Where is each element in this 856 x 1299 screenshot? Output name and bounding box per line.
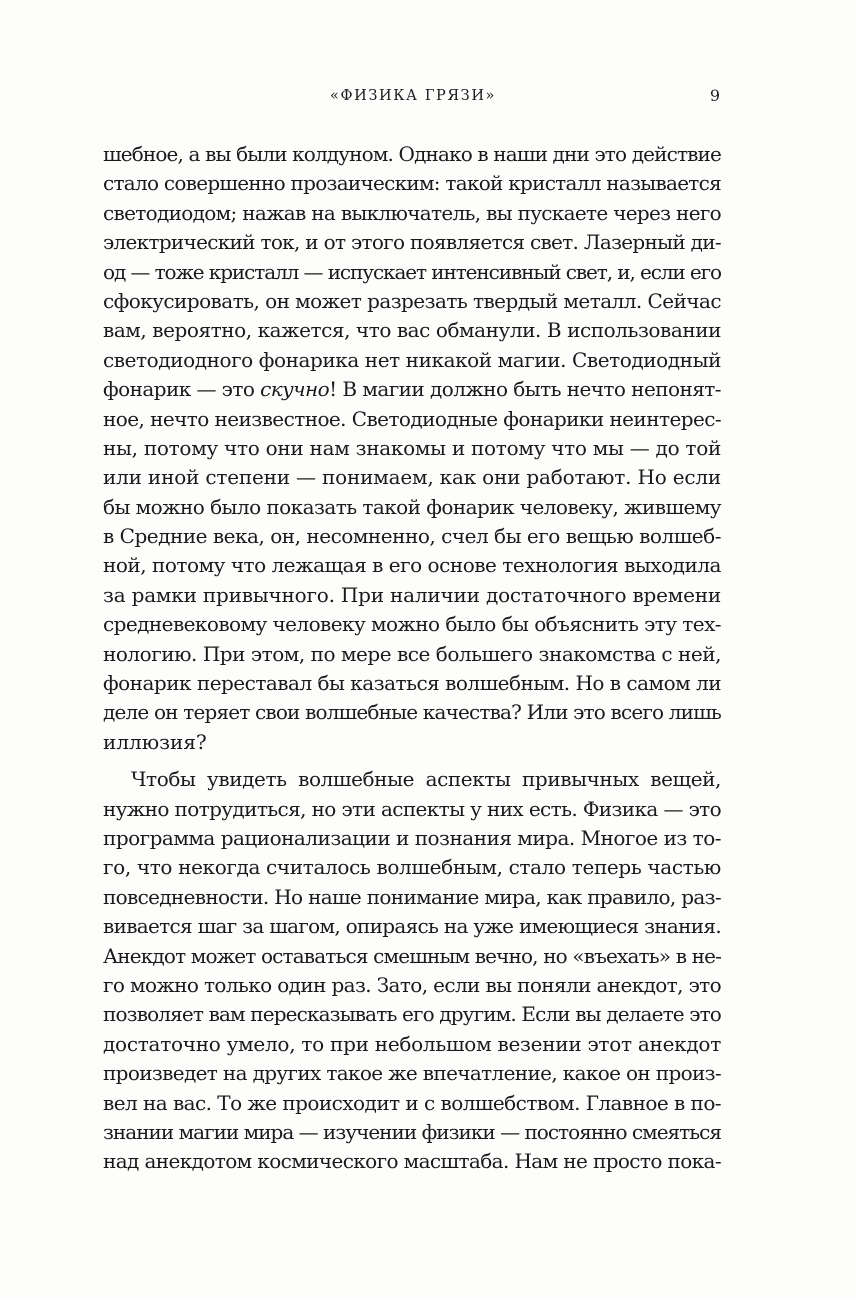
italic-word: скучно xyxy=(260,377,330,402)
text-line: Чтобы увидеть волшебные аспекты привычных вещей, xyxy=(131,767,721,792)
text-line: ной, потому что лежащая в его основе технология выходила xyxy=(103,553,721,578)
page-header xyxy=(0,84,856,108)
text-line: од — тоже кристалл — испускает интенсивный свет, и, если его xyxy=(103,259,721,284)
text-line: Анекдот может оставаться смешным вечно, но «въехать» в не- xyxy=(103,943,721,968)
paragraph-1 xyxy=(103,140,721,757)
page-number: 9 xyxy=(709,86,720,105)
text-line: вел на вас. То же происходит и с волшебством. Главное в по- xyxy=(103,1090,722,1115)
text-line: светодиодного фонарика нет никакой магии. Светодиодный xyxy=(103,347,721,372)
text-line: бы можно было показать такой фонарик человеку, жившему xyxy=(103,494,722,519)
text-line: нологию. При этом, по мере все большего знакомства с ней, xyxy=(103,641,722,666)
text-line: за рамки привычного. При наличии достаточного времени xyxy=(103,582,722,607)
text-line: произведет на других такое же впечатление, какое он произ- xyxy=(103,1061,722,1086)
text-line: ны, потому что они нам знакомы и потому что мы — до той xyxy=(103,435,721,460)
text-line: сфокусировать, он может разрезать твердый металл. Сейчас xyxy=(103,288,721,313)
text-line: в Средние века, он, несомненно, счел бы его вещью волшеб- xyxy=(103,524,721,549)
text-line: или иной степени — понимаем, как они работают. Но если xyxy=(103,465,721,490)
text-line: деле он теряет свои волшебные качества? Или это всего лишь xyxy=(103,700,721,725)
text-line xyxy=(103,375,721,404)
text-line: повседневности. Но наше понимание мира, как правило, раз- xyxy=(103,884,721,909)
text-line: стало совершенно прозаическим: такой кристалл называется xyxy=(103,171,721,196)
text-line: фонарик переставал бы казаться волшебным. Но в самом ли xyxy=(103,671,722,696)
text-line: нужно потрудиться, но эти аспекты у них есть. Физика — это xyxy=(103,796,722,821)
text-line: шебное, а вы были колдуном. Однако в наши дни это действие xyxy=(103,142,722,166)
text-line: иллюзия? xyxy=(103,729,207,754)
text-line: достаточно умело, то при небольшом везении этот анекдот xyxy=(103,1031,721,1056)
text-fragment: ! В магии должно быть нечто непонят- xyxy=(329,377,722,402)
running-title: «ФИЗИКА ГРЯЗИ» xyxy=(329,88,497,104)
text-line: светодиодом; нажав на выключатель, вы пускаете через него xyxy=(103,200,722,225)
text-line: го можно только один раз. Зато, если вы поняли анекдот, это xyxy=(103,972,722,997)
text-line: над анекдотом космического масштаба. Нам не просто пока- xyxy=(103,1149,722,1174)
text-line: позволяет вам пересказывать его другим. Если вы делаете это xyxy=(103,1002,721,1027)
text-line: электрический ток, и от этого появляется свет. Лазерный ди- xyxy=(103,230,721,255)
text-line: средневековому человеку можно было бы объяснить эту тех- xyxy=(103,612,721,637)
paragraph-gap xyxy=(103,757,721,765)
text-line: вам, вероятно, кажется, что вас обманули. В использовании xyxy=(103,318,721,343)
text-line: программа рационализации и познания мира. Многое из то- xyxy=(103,825,721,850)
text-line: ное, нечто неизвестное. Светодиодные фонарики неинтерес- xyxy=(103,406,722,431)
text-line: го, что некогда считалось волшебным, стало теперь частью xyxy=(103,855,721,880)
paragraph-2 xyxy=(103,765,721,1176)
text-line: знании магии мира — изучении физики — постоянно смеяться xyxy=(103,1119,722,1144)
text-fragment: фонарик — это xyxy=(103,377,261,402)
body-text xyxy=(103,140,721,1177)
text-line: вивается шаг за шагом, опираясь на уже имеющиеся знания. xyxy=(103,914,721,939)
